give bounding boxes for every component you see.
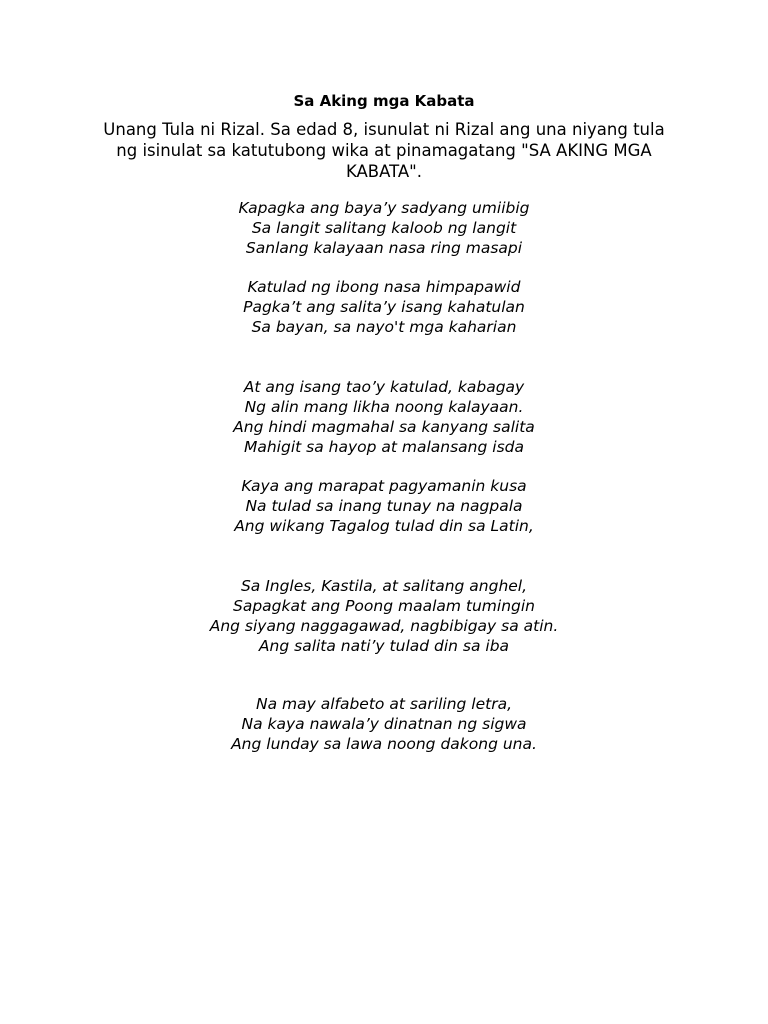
verse-line: Katulad ng ibong nasa himpapawid: [247, 278, 521, 296]
verse-line: Sa langit salitang kaloob ng langit: [251, 219, 517, 237]
verse-line: Ang salita nati’y tulad din sa iba: [258, 637, 510, 655]
verse-line: Na may alfabeto at sariling letra,: [255, 695, 512, 713]
stanza-4: [0, 476, 768, 536]
verse-line: Ng alin mang likha noong kalayaan.: [244, 398, 524, 416]
intro-line: ng isinulat sa katutubong wika at pinamagatang "SA AKING MGA: [116, 141, 652, 160]
intro-line: Unang Tula ni Rizal. Sa edad 8, isunulat ni Rizal ang una niyang tula: [103, 120, 665, 139]
verse-line: Kaya ang marapat pagyamanin kusa: [241, 477, 527, 495]
stanza-1: [0, 198, 768, 258]
verse-line: Pagka’t ang salita’y isang kahatulan: [243, 298, 525, 316]
intro-paragraph: [95, 119, 673, 182]
stanza-2: [0, 277, 768, 337]
stanza-6: [0, 694, 768, 754]
verse-line: Na kaya nawala’y dinatnan ng sigwa: [241, 715, 527, 733]
verse-line: Ang siyang naggagawad, nagbibigay sa atin.: [209, 617, 559, 635]
verse-line: At ang isang tao’y katulad, kabagay: [243, 378, 525, 396]
verse-line: Sa bayan, sa nayo't mga kaharian: [251, 318, 517, 336]
verse-line: Ang wikang Tagalog tulad din sa Latin,: [234, 517, 534, 535]
stanza-5: [0, 576, 768, 656]
verse-line: Sanlang kalayaan nasa ring masapi: [245, 239, 523, 257]
verse-line: Na tulad sa inang tunay na nagpala: [245, 497, 523, 515]
verse-line: Sapagkat ang Poong maalam tumingin: [232, 597, 535, 615]
poem-title: Sa Aking mga Kabata: [293, 92, 475, 110]
stanza-3: [0, 377, 768, 457]
verse-line: Ang lunday sa lawa noong dakong una.: [231, 735, 537, 753]
verse-line: Ang hindi magmahal sa kanyang salita: [233, 418, 535, 436]
verse-line: Sa Ingles, Kastila, at salitang anghel,: [240, 577, 528, 595]
verse-line: Mahigit sa hayop at malansang isda: [243, 438, 524, 456]
verse-line: Kapagka ang baya’y sadyang umiibig: [238, 199, 530, 217]
intro-line: KABATA".: [345, 162, 423, 181]
